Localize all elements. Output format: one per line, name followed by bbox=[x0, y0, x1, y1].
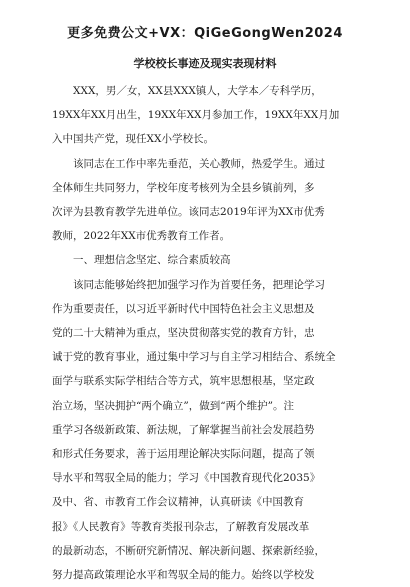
paragraph-line: 导水平和驾驭全局的能力；学习《中国教育现代化2035》 bbox=[52, 472, 321, 485]
promo-banner: 更多免费公文+VX：QiGeGongWen2024 bbox=[67, 26, 343, 41]
paragraph-section-body bbox=[52, 273, 358, 587]
paragraph-line: 重学习各级新政策、新法规，了解掌握当前社会发展趋势 bbox=[52, 423, 315, 436]
paragraph-line: 的最新动态，不断研究新情况、解决新问题、探索新经验， bbox=[52, 544, 325, 557]
paragraph-line: 19XX年XX月出生，19XX年XX月参加工作，19XX年XX月加 bbox=[52, 109, 340, 122]
paragraph-summary bbox=[52, 152, 358, 249]
paragraph-line: 该同志能够始终把加强学习作为首要任务，把理论学习 bbox=[73, 278, 325, 291]
paragraph-line: 和形式任务要求，善于运用理论解决实际问题，提高了领 bbox=[52, 448, 315, 461]
paragraph-intro bbox=[52, 79, 358, 152]
section-heading-text: 一、理想信念坚定、综合素质较高 bbox=[73, 254, 231, 267]
paragraph-line: XXX，男／女，XX县XXX镇人，大学本／专科学历， bbox=[73, 85, 322, 97]
paragraph-line: 全体师生共同努力，学校年度考核列为全县乡镇前列，多 bbox=[52, 181, 315, 194]
section-heading bbox=[52, 248, 358, 272]
paragraph-line: 党的二十大精神为重点，坚决贯彻落实党的教育方针，忠 bbox=[52, 327, 315, 340]
document-title: 学校校长事迹及现实表现材料 bbox=[133, 57, 277, 70]
paragraph-line: 努力提高政策理论水平和驾驭全局的能力。始终以学校发 bbox=[52, 569, 315, 582]
paragraph-line: 报》《人民教育》等教育类报刊杂志，了解教育发展改革 bbox=[52, 520, 310, 533]
paragraph-line: 治立场，坚决拥护“两个确立”，做到“两个维护”。注 bbox=[52, 399, 294, 412]
paragraph-line: 教师，2022年XX市优秀教育工作者。 bbox=[52, 230, 231, 243]
paragraph-line: 入中国共产党，现任XX小学校长。 bbox=[52, 133, 214, 146]
paragraph-line: 作为重要责任，以习近平新时代中国特色社会主义思想及 bbox=[52, 302, 315, 315]
paragraph-line: 面学与联系实际学相结合等方式，筑牢思想根基，坚定政 bbox=[52, 375, 315, 388]
paragraph-line: 次评为县教育教学先进单位。该同志2019年评为XX市优秀 bbox=[52, 206, 325, 219]
paragraph-line: 诚于党的教育事业，通过集中学习与自主学习相结合、系统全 bbox=[52, 351, 336, 364]
paragraph-line: 该同志在工作中率先垂范，关心教师，热爱学生。通过 bbox=[73, 157, 325, 170]
paragraph-line: 及中、省、市教育工作会议精神，认真研读《中国教育 bbox=[52, 496, 304, 509]
